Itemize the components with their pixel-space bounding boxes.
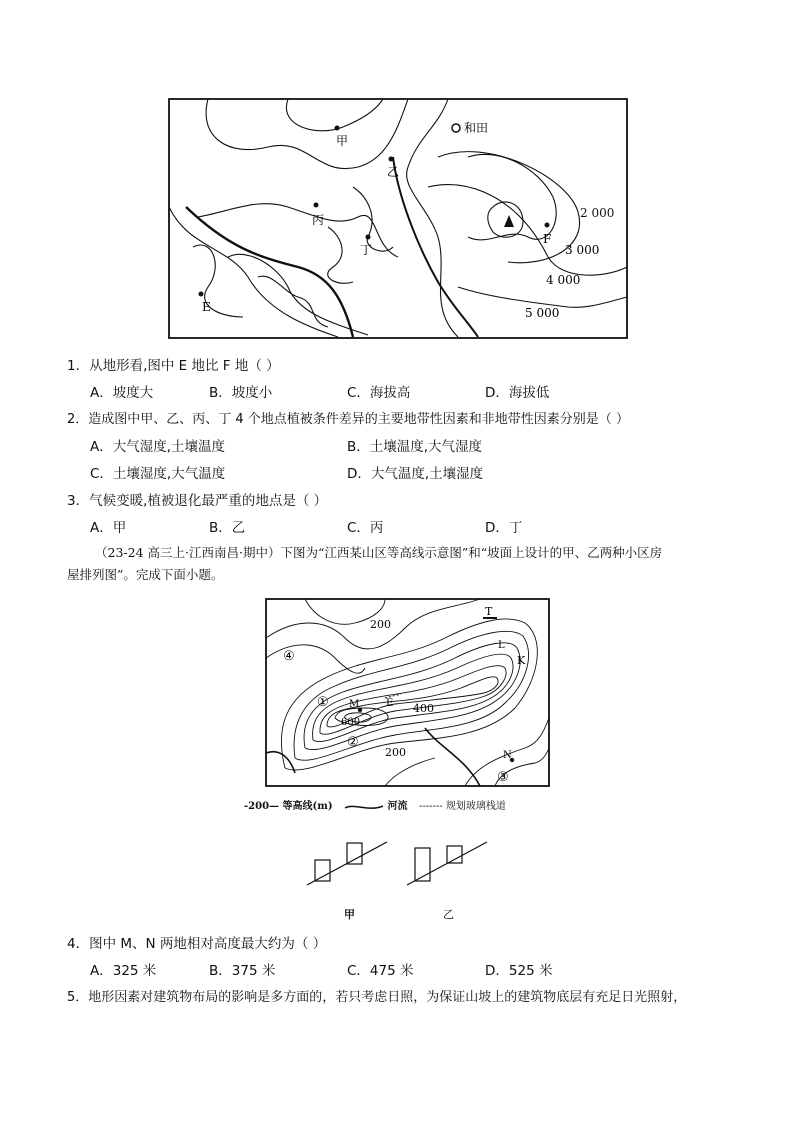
question-4-stem: 4．图中 M、N 两地相对高度最大约为（ ） <box>67 936 327 952</box>
contour-200-label: 200 <box>370 618 391 631</box>
diagram-yi-label: 乙 <box>443 908 454 921</box>
housing-layout-diagram-jia <box>305 840 395 890</box>
building <box>315 860 330 881</box>
m-label: M <box>349 699 360 710</box>
question-3-option-c[interactable]: C．丙 <box>347 520 384 536</box>
question-2-option-c[interactable]: C．土壤湿度,大气温度 <box>90 466 226 482</box>
question-5-stem: 5．地形因素对建筑物布局的影响是多方面的，若只考虑日照，为保证山坡上的建筑物底层有充足日光照射， <box>67 990 687 1005</box>
legend-contour: -200— 等高线(m) <box>244 801 333 812</box>
site-3-label: ③ <box>497 770 509 785</box>
contour-line <box>385 758 435 786</box>
building <box>447 846 462 863</box>
site-1-label: ① <box>317 695 329 710</box>
f-label: F <box>543 232 552 246</box>
question-2-stem: 2．造成图中甲、乙、丙、丁 4 个地点植被条件差异的主要地带性因素和非地带性因素分别是（ ） <box>67 412 629 427</box>
diagram-jia-label: 甲 <box>344 908 355 921</box>
summit-triangle <box>504 215 514 227</box>
contour-5000-label: 5 000 <box>525 306 560 320</box>
topographic-map-1 <box>168 97 628 341</box>
section-intro-line-1: （23-24 高三上·江西南昌·期中）下图为“江西某山区等高线示意图”和“坡面上设计的甲、乙两种小区房 <box>95 545 663 560</box>
contour-line <box>468 154 556 239</box>
river <box>393 157 478 337</box>
contour-line <box>458 287 627 307</box>
jia-label: 甲 <box>336 134 349 148</box>
contour-3000-label: 3 000 <box>565 243 600 257</box>
question-2-option-a[interactable]: A．大气湿度,土壤温度 <box>90 439 226 455</box>
building <box>347 843 362 864</box>
contour-600-label: 600 <box>341 717 361 728</box>
ding-point <box>366 235 371 240</box>
n-label: N <box>503 750 512 761</box>
f-point <box>545 223 550 228</box>
contour-line <box>206 99 408 169</box>
bing-label: 丙 <box>312 213 325 227</box>
question-1-option-b[interactable]: B．坡度小 <box>209 385 273 401</box>
question-1-stem: 1．从地形看,图中 E 地比 F 地（ ） <box>67 358 280 374</box>
yi-label: 乙 <box>387 165 400 179</box>
jia-point <box>335 126 340 131</box>
housing-layout-diagram-yi <box>405 840 495 890</box>
bing-point <box>314 203 319 208</box>
question-1-option-c[interactable]: C．海拔高 <box>347 385 411 401</box>
map-2-legend <box>244 797 506 812</box>
contour-4000-label: 4 000 <box>546 273 581 287</box>
question-1-option-a[interactable]: A．坡度大 <box>90 385 154 401</box>
question-3-stem: 3．气候变暖,植被退化最严重的地点是（ ） <box>67 493 328 509</box>
topographic-map-2 <box>265 598 550 788</box>
legend-river: 河流 <box>387 801 408 812</box>
river-icon <box>344 802 384 812</box>
question-1-option-d[interactable]: D．海拔低 <box>485 385 550 401</box>
question-4-option-d[interactable]: D．525 米 <box>485 963 553 979</box>
question-2-option-d[interactable]: D．大气温度,土壤湿度 <box>347 466 484 482</box>
contour-line <box>428 185 627 276</box>
contour-line <box>353 187 393 251</box>
k-label: K <box>517 654 526 667</box>
question-4-option-c[interactable]: C．475 米 <box>347 963 414 979</box>
site-4-label: ④ <box>283 649 295 664</box>
legend-glass: ------- 规划玻璃栈道 <box>419 801 506 812</box>
question-4-option-b[interactable]: B．375 米 <box>209 963 276 979</box>
contour-200-label: 200 <box>385 746 406 759</box>
hetian-label: 和田 <box>464 121 489 135</box>
contour-2000-label: 2 000 <box>580 206 615 220</box>
question-4-option-a[interactable]: A．325 米 <box>90 963 157 979</box>
e-label: E <box>386 698 394 709</box>
contour-line <box>193 245 243 317</box>
ding-label: 丁 <box>360 243 373 257</box>
section-intro-line-2: 屋排列图”。完成下面小题。 <box>67 567 224 582</box>
e-point <box>199 292 204 297</box>
map-frame <box>169 99 627 338</box>
l-label: L <box>498 640 505 651</box>
contour-line <box>488 202 523 237</box>
yi-point <box>389 157 394 162</box>
hetian-town <box>452 124 460 132</box>
contour-line <box>266 645 365 673</box>
question-3-option-d[interactable]: D．丁 <box>485 520 523 536</box>
contour-400-label: 400 <box>413 702 434 715</box>
question-2-option-b[interactable]: B．土壤温度,大气湿度 <box>347 439 483 455</box>
site-2-label: ② <box>347 735 359 750</box>
question-3-option-b[interactable]: B．乙 <box>209 520 246 536</box>
question-3-option-a[interactable]: A．甲 <box>90 520 127 536</box>
contour-line <box>286 99 383 131</box>
contour-line <box>328 227 353 283</box>
section-intro <box>67 542 727 586</box>
t-label: T <box>485 605 493 618</box>
e-label: E <box>202 300 211 314</box>
